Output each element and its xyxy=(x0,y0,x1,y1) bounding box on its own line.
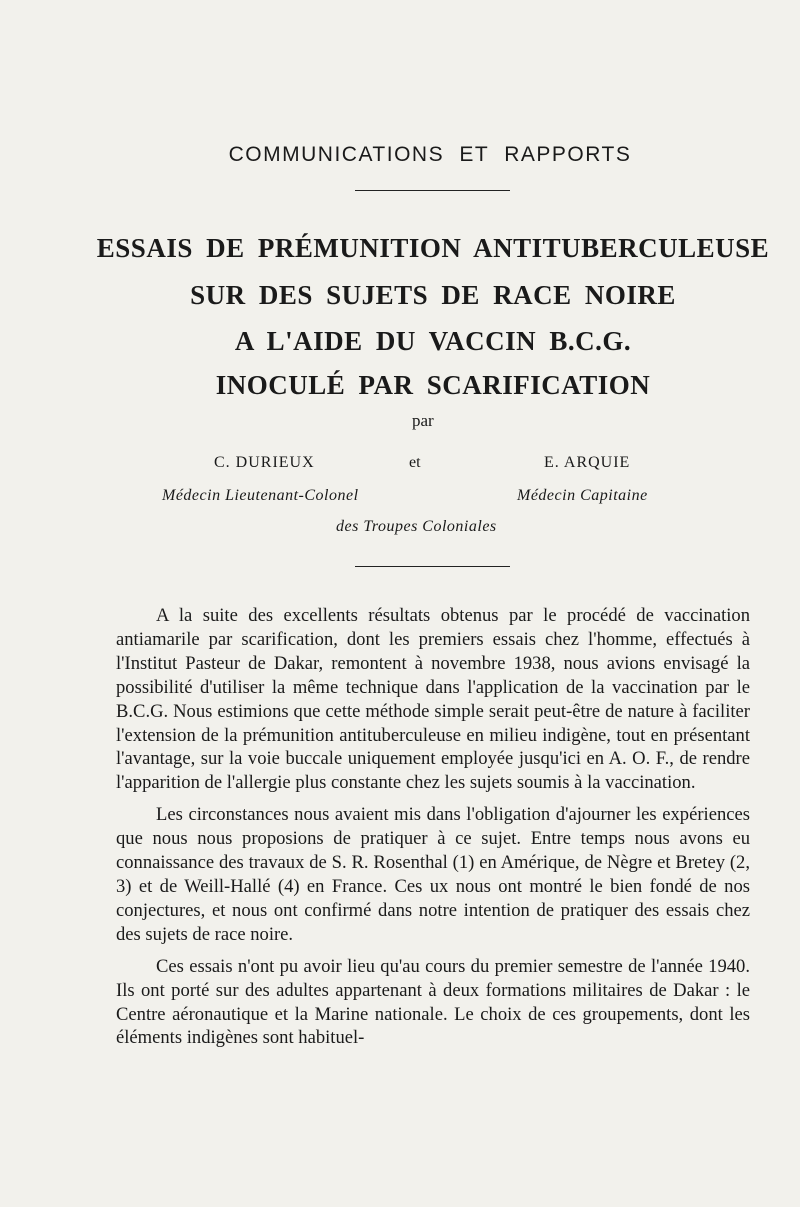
author-name-1: C. DURIEUX xyxy=(214,454,315,471)
article-title-line-2: SUR DES SUJETS DE RACE NOIRE xyxy=(190,280,676,310)
body-paragraph: Ces essais n'ont pu avoir lieu qu'au cours du premier semestre de l'année 1940. Ils ont porté sur des adultes appartenant à deux formations militaires de Dakar : le Centre aéronautique et la Marine nationale. Le choix de ces groupements, dont les éléments indigènes sont habituel- xyxy=(116,955,750,1049)
article-title-line-3: A L'AIDE DU VACCIN B.C.G. xyxy=(234,326,632,356)
author-conjunction: et xyxy=(409,454,421,471)
author-role-2: Médecin Capitaine xyxy=(517,487,648,504)
author-affiliation: des Troupes Coloniales xyxy=(336,518,497,535)
author-role-1: Médecin Lieutenant-Colonel xyxy=(162,487,359,504)
body-paragraph: Les circonstances nous avaient mis dans l'obligation d'ajourner les expériences que nous nous proposions de pratiquer à ce sujet. Entre temps nous avons eu connaissance des travaux de S. R. Rosenthal (1) en Amérique, de Nègre et Bretey (2, 3) et de Weill-Hallé (4) en France. Ces ux nous ont montré le bien fondé de nos conjectures, et nous ont confirmé dans notre intention de pratiquer des essais chez des sujets de race noire. xyxy=(116,804,750,945)
divider-rule xyxy=(355,566,510,567)
article-title-line-4: INOCULÉ PAR SCARIFICATION xyxy=(215,370,651,400)
body-paragraph: A la suite des excellents résultats obtenus par le procédé de vaccination antiamarile par scarification, dont les premiers essais chez l'homme, effectués à l'Institut Pasteur de Dakar, remontent à novembre 1938, nous avions envisagé la possibilité d'utiliser la même technique dans l'application de la vaccination par le B.C.G. Nous estimions que cette méthode simple serait peut-être de nature à faciliter l'extension de la prémunition antituberculeuse en milieu indigène, tout en présentant l'avantage, sur la voie buccale uniquement employée jusqu'ici en A. O. F., de rendre l'apparition de l'allergie plus constante chez les sujets soumis à la vaccination. xyxy=(116,605,750,794)
article-body xyxy=(116,604,750,1058)
article-title-line-1: ESSAIS DE PRÉMUNITION ANTITUBERCULEUSE xyxy=(96,233,770,263)
divider-rule xyxy=(355,190,510,191)
section-heading: COMMUNICATIONS ET RAPPORTS xyxy=(228,143,632,166)
byline-par: par xyxy=(412,411,434,430)
author-name-2: E. ARQUIE xyxy=(544,454,631,471)
